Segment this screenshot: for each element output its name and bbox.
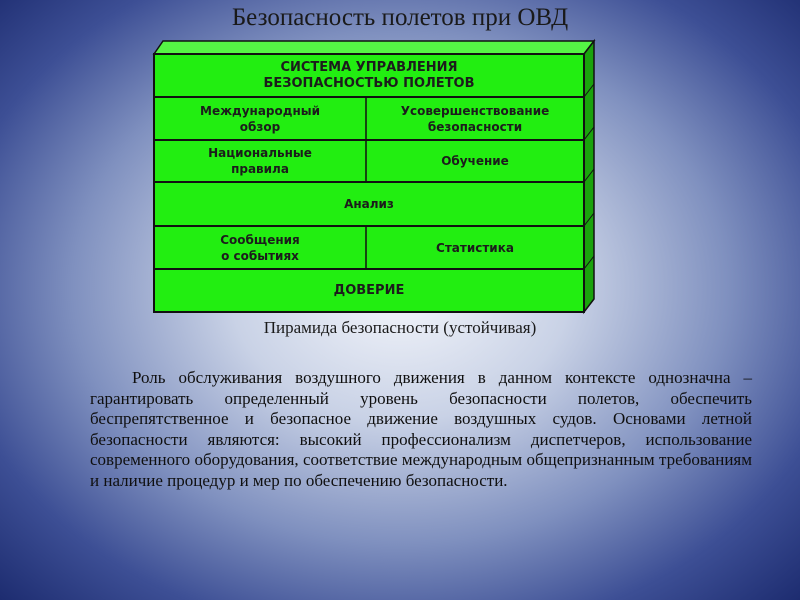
body-paragraph: Роль обслуживания воздушного движения в данном контексте однозначна – гарантировать определенный уровень безопасности полетов, обеспечить беспрепятственное и безопасное движение воздушных судов. Основами летной безопасности являются: высокий профессионализм диспетчеров, использование современного оборудования, соответствие международным общепризнанным требованиям и наличие процедур и мер по обеспечению безопасности. [90,368,752,490]
row2-right-line2: безопасности [427,119,523,134]
row2-left-line2: обзор [239,119,281,134]
pyramid-side-face [584,41,594,312]
statistics-cell: Статистика [436,240,514,255]
row5-left-line2: о событиях [221,248,299,263]
row2-left-line1: Международный [200,103,320,118]
safety-improvement-cell [366,97,584,140]
pyramid-top-label [154,54,584,97]
pyramid-top-face [154,41,594,54]
training-cell: Обучение [441,154,509,168]
trust-base-cell: ДОВЕРИЕ [333,282,405,298]
event-reports-cell [154,226,366,269]
row5-left-line1: Сообщения [220,232,300,247]
row3-left-line2: правила [231,162,289,176]
top-label-line2: БЕЗОПАСНОСТЬЮ ПОЛЕТОВ [263,75,475,91]
row3-left-line1: Национальные [208,146,312,160]
national-rules-cell [154,140,366,182]
row2-right-line1: Усовершенствование [400,103,550,118]
international-review-cell [154,97,366,140]
slide-title: Безопасность полетов при ОВД [231,4,569,31]
analysis-cell: Анализ [344,197,394,211]
top-label-line1: СИСТЕМА УПРАВЛЕНИЯ [280,59,458,75]
pyramid-caption: Пирамида безопасности (устойчивая) [263,318,537,337]
